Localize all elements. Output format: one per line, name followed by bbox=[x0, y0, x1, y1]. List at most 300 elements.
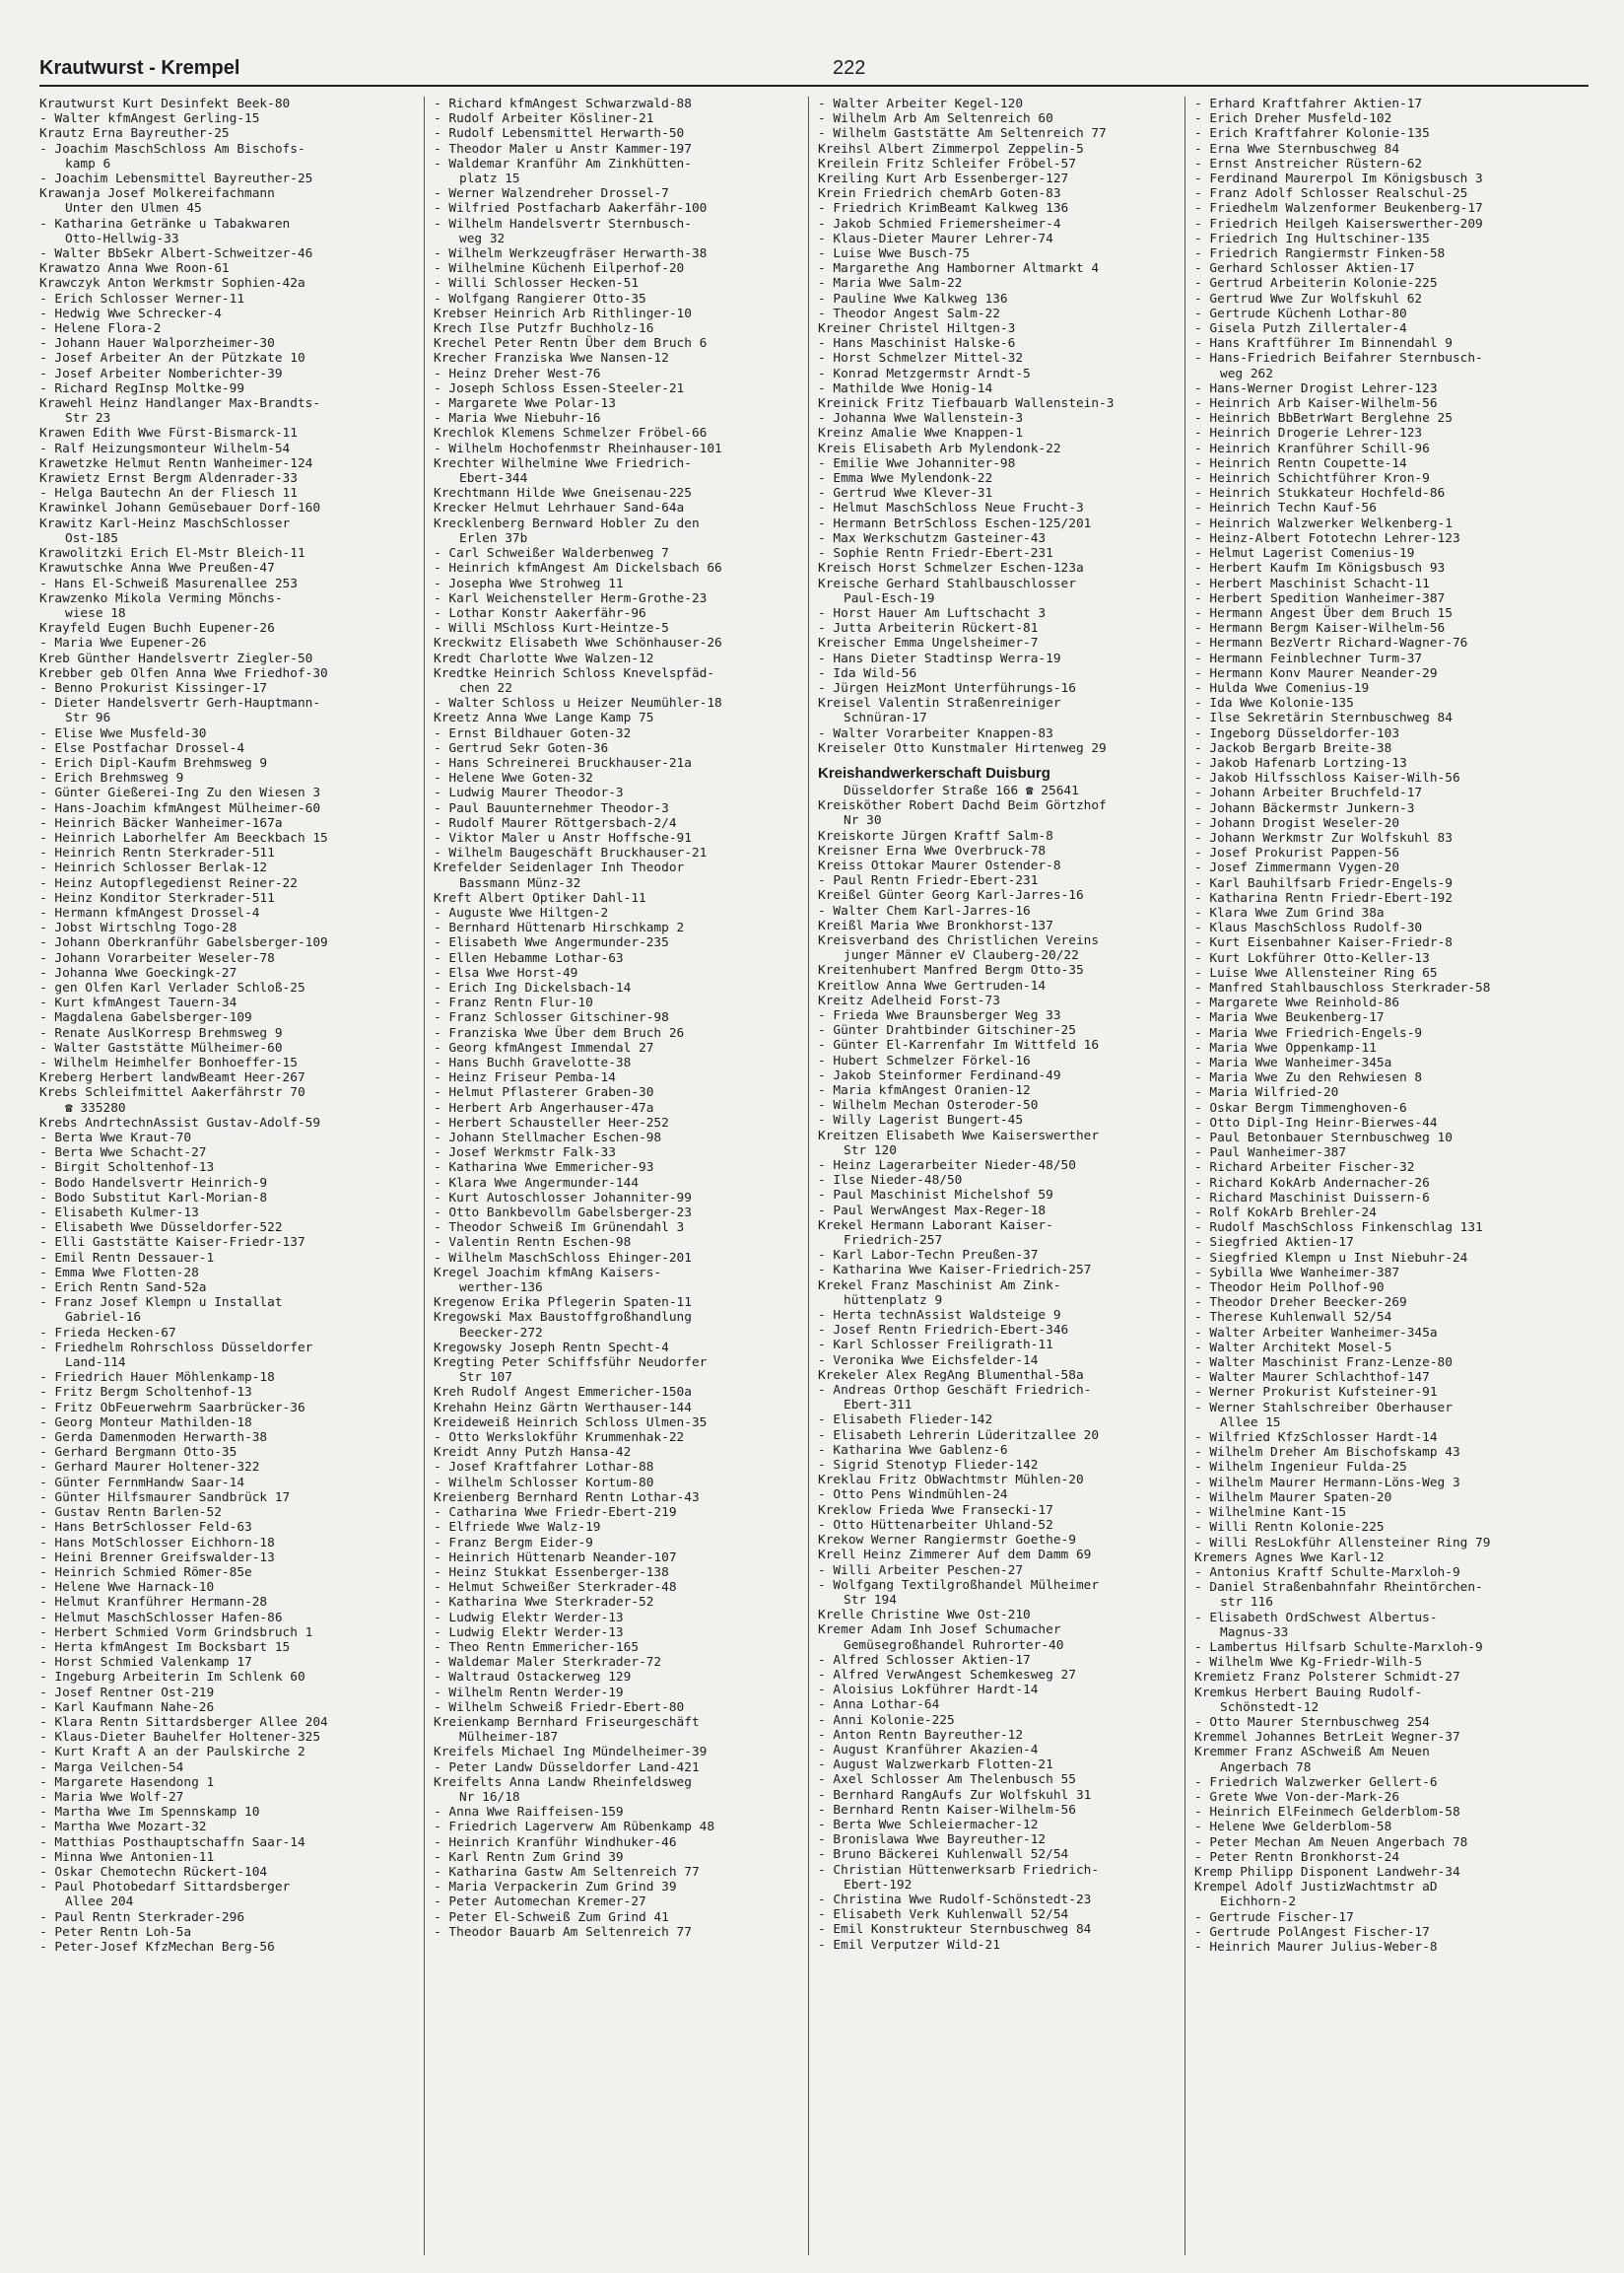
directory-entry: - Ida Wwe Kolonie-135 bbox=[1194, 696, 1354, 712]
entry-continuation: Magnus-33 bbox=[1220, 1624, 1289, 1640]
directory-entry: - Alfred Schlosser Aktien-17 bbox=[818, 1652, 1031, 1668]
directory-entry: - Ilse Nieder-48/50 bbox=[818, 1173, 963, 1189]
entry-continuation: Ebert-192 bbox=[844, 1877, 913, 1893]
directory-entry: - Bodo Handelsvertr Heinrich-9 bbox=[39, 1175, 268, 1191]
directory-entry: - Heinrich Laborhelfer Am Beeckbach 15 bbox=[39, 830, 328, 846]
directory-entry: - Wilhelm Wwe Kg-Friedr-Wilh-5 bbox=[1194, 1655, 1423, 1671]
entry-continuation: Erlen 37b bbox=[459, 530, 528, 546]
directory-entry: - Johann Werkmstr Zur Wolfskuhl 83 bbox=[1194, 830, 1453, 846]
directory-entry: Krecklenberg Bernward Hobler Zu den bbox=[434, 516, 700, 531]
directory-entry: - Elisabeth Wwe Düsseldorfer-522 bbox=[39, 1220, 283, 1236]
directory-entry: - Herta kfmAngest Im Bocksbart 15 bbox=[39, 1639, 291, 1655]
directory-entry: - Maria Wwe Oppenkamp-11 bbox=[1194, 1040, 1377, 1056]
directory-entry: - Jakob Hilfsschloss Kaiser-Wilh-56 bbox=[1194, 771, 1460, 787]
directory-entry: Krekel Franz Maschinist Am Zink- bbox=[818, 1277, 1061, 1293]
directory-entry: - Heinrich Maurer Julius-Weber-8 bbox=[1194, 1939, 1438, 1955]
directory-entry: - Maria Wilfried-20 bbox=[1194, 1085, 1339, 1101]
directory-entry: Krebs AndrtechnAssist Gustav-Adolf-59 bbox=[39, 1115, 321, 1131]
directory-entry: - Birgit Scholtenhof-13 bbox=[39, 1160, 215, 1176]
directory-entry: - Paul Betonbauer Sternbuschweg 10 bbox=[1194, 1131, 1453, 1146]
directory-entry: - Veronika Wwe Eichsfelder-14 bbox=[818, 1352, 1039, 1368]
directory-column-2 bbox=[434, 97, 798, 2255]
directory-entry: - Klaus-Dieter Maurer Lehrer-74 bbox=[818, 231, 1053, 246]
directory-entry: Kredtke Heinrich Schloss Knevelspfäd- bbox=[434, 665, 715, 681]
directory-entry: - Heinz Lagerarbeiter Nieder-48/50 bbox=[818, 1158, 1076, 1174]
directory-entry: - Rudolf MaschSchloss Finkenschlag 131 bbox=[1194, 1220, 1483, 1236]
column-divider bbox=[424, 97, 425, 2255]
directory-entry: - Ferdinand Maurerpol Im Königsbusch 3 bbox=[1194, 172, 1483, 187]
directory-entry: - Friedrich Rangiermstr Finken-58 bbox=[1194, 246, 1446, 262]
directory-entry: - Richard RegInsp Moltke-99 bbox=[39, 380, 245, 396]
directory-entry: - Wilhelm Hochofenmstr Rheinhauser-101 bbox=[434, 441, 722, 456]
directory-entry: - Heinrich ElFeinmech Gelderblom-58 bbox=[1194, 1805, 1460, 1821]
directory-entry: - Friedrich Walzwerker Gellert-6 bbox=[1194, 1774, 1438, 1790]
directory-entry: - Helene Wwe Goten-32 bbox=[434, 771, 593, 787]
directory-entry: - Paul Rentn Sterkrader-296 bbox=[39, 1909, 245, 1925]
directory-entry: - Martha Wwe Mozart-32 bbox=[39, 1820, 207, 1835]
directory-entry: Krautwurst Kurt Desinfekt Beek-80 bbox=[39, 97, 291, 111]
directory-entry: - Peter-Josef KfzMechan Berg-56 bbox=[39, 1939, 275, 1955]
directory-entry: Kregenow Erika Pflegerin Spaten-11 bbox=[434, 1295, 692, 1311]
directory-entry: - Waltraud Ostackerweg 129 bbox=[434, 1670, 632, 1686]
directory-entry: Krechtmann Hilde Wwe Gneisenau-225 bbox=[434, 486, 692, 502]
directory-entry: Kremmer Franz ASchweiß Am Neuen bbox=[1194, 1745, 1430, 1760]
directory-entry: - Anton Rentn Bayreuther-12 bbox=[818, 1727, 1024, 1743]
directory-entry: - Klara Rentn Sittardsberger Allee 204 bbox=[39, 1714, 328, 1730]
directory-entry: - Hans MotSchlosser Eichhorn-18 bbox=[39, 1535, 275, 1550]
directory-entry: - Luise Wwe Busch-75 bbox=[818, 246, 971, 262]
directory-entry: - Gerhard Bergmann Otto-35 bbox=[39, 1445, 237, 1461]
directory-entry: - Grete Wwe Von-der-Mark-26 bbox=[1194, 1789, 1400, 1805]
directory-entry: Kreetz Anna Wwe Lange Kamp 75 bbox=[434, 711, 654, 726]
directory-entry: Krebs Schleifmittel Aakerfährstr 70 bbox=[39, 1085, 305, 1101]
directory-entry: - Ilse Sekretärin Sternbuschweg 84 bbox=[1194, 711, 1453, 726]
directory-entry: - Herbert Schmied Vorm Grindsbruch 1 bbox=[39, 1624, 313, 1640]
directory-entry: - Richard kfmAngest Schwarzwald-88 bbox=[434, 97, 692, 111]
directory-entry: - gen Olfen Karl Verlader Schloß-25 bbox=[39, 980, 305, 996]
directory-entry: - Willy Lagerist Bungert-45 bbox=[818, 1113, 1024, 1129]
directory-entry: - Helene Wwe Gelderblom-58 bbox=[1194, 1820, 1392, 1835]
directory-entry: - Luise Wwe Allensteiner Ring 65 bbox=[1194, 965, 1438, 981]
directory-entry: - Herbert Maschinist Schacht-11 bbox=[1194, 576, 1430, 591]
directory-entry: - Franz Adolf Schlosser Realschul-25 bbox=[1194, 186, 1468, 202]
directory-entry: - Theodor Dreher Beecker-269 bbox=[1194, 1295, 1407, 1311]
directory-entry: - Erna Wwe Sternbuschweg 84 bbox=[1194, 141, 1400, 157]
directory-entry: - Heinrich Stukkateur Hochfeld-86 bbox=[1194, 486, 1446, 502]
directory-entry: Krawinkel Johann Gemüsebauer Dorf-160 bbox=[39, 501, 321, 517]
directory-entry: - Heinrich Schlosser Berlak-12 bbox=[39, 861, 268, 876]
directory-entry: - Oskar Bergm Timmenghoven-6 bbox=[1194, 1100, 1407, 1116]
entry-continuation: Str 194 bbox=[844, 1592, 897, 1608]
directory-entry: - Bernhard Hüttenarb Hirschkamp 2 bbox=[434, 921, 685, 936]
entry-continuation: Str 96 bbox=[65, 711, 111, 726]
directory-entry: - Maria kfmAngest Oranien-12 bbox=[818, 1083, 1031, 1098]
entry-continuation: wiese 18 bbox=[65, 605, 126, 621]
directory-entry: Krekel Hermann Laborant Kaiser- bbox=[818, 1217, 1053, 1233]
directory-entry: Krekeler Alex RegAng Blumenthal-58a bbox=[818, 1367, 1084, 1383]
directory-entry: - Anni Kolonie-225 bbox=[818, 1712, 955, 1728]
directory-column-1 bbox=[39, 97, 404, 2255]
directory-entry: - Wilhelm Dreher Am Bischofskamp 43 bbox=[1194, 1445, 1460, 1461]
directory-entry: - Antonius Kraftf Schulte-Marxloh-9 bbox=[1194, 1564, 1460, 1580]
directory-entry: Kremp Philipp Disponent Landwehr-34 bbox=[1194, 1864, 1460, 1880]
directory-entry: - Klara Wwe Zum Grind 38a bbox=[1194, 905, 1385, 921]
entry-continuation: Str 107 bbox=[459, 1370, 512, 1386]
directory-entry: - Emma Wwe Flotten-28 bbox=[39, 1265, 199, 1280]
directory-entry: - Wilfried Postfacharb Aakerfähr-100 bbox=[434, 201, 708, 217]
directory-entry: Kreberg Herbert landwBeamt Heer-267 bbox=[39, 1070, 305, 1086]
directory-entry: - Gerhard Schlosser Aktien-17 bbox=[1194, 261, 1415, 277]
directory-entry: - Werner Stahlschreiber Oberhauser bbox=[1194, 1400, 1453, 1415]
directory-entry: Kreiner Christel Hiltgen-3 bbox=[818, 321, 1016, 337]
directory-entry: - Hermann Feinblechner Turm-37 bbox=[1194, 651, 1423, 666]
directory-entry: - Christian Hüttenwerksarb Friedrich- bbox=[818, 1862, 1100, 1878]
directory-entry: - Matthias Posthauptschaffn Saar-14 bbox=[39, 1834, 305, 1850]
directory-entry: - Franz Bergm Eider-9 bbox=[434, 1535, 593, 1550]
directory-entry: - Maria Wwe Friedrich-Engels-9 bbox=[1194, 1025, 1423, 1041]
directory-entry: Kreh Rudolf Angest Emmericher-150a bbox=[434, 1385, 692, 1401]
directory-entry: - Else Postfachar Drossel-4 bbox=[39, 740, 245, 756]
directory-entry: - Wilhelm Rentn Werder-19 bbox=[434, 1685, 624, 1700]
directory-entry: - Gertrud Wwe Klever-31 bbox=[818, 486, 993, 502]
directory-entry: - Maria Wwe Salm-22 bbox=[818, 276, 963, 292]
directory-entry: - Franz Schlosser Gitschiner-98 bbox=[434, 1010, 669, 1026]
directory-entry: Kredt Charlotte Wwe Walzen-12 bbox=[434, 651, 654, 666]
directory-entry: - Elisabeth Verk Kuhlenwall 52/54 bbox=[818, 1907, 1069, 1923]
directory-entry: - Emil Verputzer Wild-21 bbox=[818, 1937, 1000, 1953]
directory-entry: - Wilhelm Schweiß Friedr-Ebert-80 bbox=[434, 1699, 685, 1715]
directory-entry: - Klaus MaschSchloss Rudolf-30 bbox=[1194, 921, 1423, 936]
directory-entry: - Ellen Hebamme Lothar-63 bbox=[434, 950, 624, 966]
directory-entry: - Helmut Schweißer Sterkrader-48 bbox=[434, 1580, 677, 1596]
directory-entry: - Bronislawa Wwe Bayreuther-12 bbox=[818, 1832, 1047, 1848]
entry-continuation: Str 23 bbox=[65, 411, 111, 427]
directory-entry: - Gertrude Küchenh Lothar-80 bbox=[1194, 306, 1407, 321]
directory-entry: - Pauline Wwe Kalkweg 136 bbox=[818, 291, 1008, 307]
directory-entry: - Margarete Wwe Polar-13 bbox=[434, 396, 616, 412]
entry-continuation: weg 262 bbox=[1220, 366, 1273, 381]
directory-entry: - Otto Pens Windmühlen-24 bbox=[818, 1487, 1008, 1503]
directory-entry: - Emma Wwe Mylendonk-22 bbox=[818, 471, 993, 487]
directory-entry: Kreienberg Bernhard Rentn Lothar-43 bbox=[434, 1489, 700, 1505]
directory-entry: Krawanja Josef Molkereifachmann bbox=[39, 186, 275, 202]
directory-entry: - Helmut MaschSchloss Neue Frucht-3 bbox=[818, 501, 1084, 517]
directory-entry: - Günter Hilfsmaurer Sandbrück 17 bbox=[39, 1489, 291, 1505]
directory-entry: - Johann Drogist Weseler-20 bbox=[1194, 815, 1400, 831]
entry-continuation: Ost-185 bbox=[65, 530, 118, 546]
directory-entry: - Rudolf Arbeiter Kösliner-21 bbox=[434, 111, 654, 127]
directory-entry: - Josepha Wwe Strohweg 11 bbox=[434, 576, 624, 591]
directory-entry: - Berta Wwe Kraut-70 bbox=[39, 1131, 192, 1146]
directory-entry: - Ludwig Elektr Werder-13 bbox=[434, 1624, 624, 1640]
directory-entry: Krawehl Heinz Handlanger Max-Brandts- bbox=[39, 396, 321, 412]
directory-entry: - Erich Dreher Musfeld-102 bbox=[1194, 111, 1392, 127]
directory-entry: - Heinz Stukkat Essenberger-138 bbox=[434, 1564, 669, 1580]
entry-continuation: Allee 15 bbox=[1220, 1414, 1281, 1430]
directory-entry: - Helmut Lagerist Comenius-19 bbox=[1194, 546, 1415, 562]
directory-entry: - Karl Schlosser Freiligrath-11 bbox=[818, 1338, 1053, 1353]
directory-entry: - Siegfried Aktien-17 bbox=[1194, 1235, 1354, 1251]
entry-heading: Kreishandwerkerschaft Duisburg bbox=[818, 764, 1050, 782]
directory-entry: - Hans-Werner Drogist Lehrer-123 bbox=[1194, 380, 1438, 396]
directory-entry: Krawatzo Anna Wwe Roon-61 bbox=[39, 261, 230, 277]
directory-entry: - Walter Schloss u Heizer Neumühler-18 bbox=[434, 696, 722, 712]
directory-entry: - Walter Maschinist Franz-Lenze-80 bbox=[1194, 1355, 1453, 1371]
directory-entry: Kremkus Herbert Bauing Rudolf- bbox=[1194, 1685, 1423, 1700]
directory-entry: - Maria Wwe Zu den Rehwiesen 8 bbox=[1194, 1070, 1423, 1086]
directory-entry: - Friedrich Ing Hultschiner-135 bbox=[1194, 231, 1430, 246]
directory-entry: - Hubert Schmelzer Förkel-16 bbox=[818, 1053, 1031, 1068]
directory-entry: Krelle Christine Wwe Ost-210 bbox=[818, 1608, 1031, 1623]
directory-entry: - Erich Schlosser Werner-11 bbox=[39, 291, 245, 307]
directory-entry: - Friedhelm Rohrschloss Düsseldorfer bbox=[39, 1340, 313, 1355]
directory-entry: - Heinrich BbBetrWart Berglehne 25 bbox=[1194, 411, 1453, 427]
directory-entry: - Margarete Wwe Reinhold-86 bbox=[1194, 996, 1400, 1011]
directory-entry: Krech Ilse Putzfr Buchholz-16 bbox=[434, 321, 654, 337]
directory-entry: - Martha Wwe Im Spennskamp 10 bbox=[39, 1805, 260, 1821]
directory-entry: - Helmut Pflasterer Graben-30 bbox=[434, 1085, 654, 1101]
directory-entry: - Friedrich Hauer Möhlenkamp-18 bbox=[39, 1370, 275, 1386]
directory-entry: - Maria Wwe Beukenberg-17 bbox=[1194, 1010, 1385, 1026]
directory-entry: Kreinz Amalie Wwe Knappen-1 bbox=[818, 426, 1024, 442]
directory-entry: - Herbert Schausteller Heer-252 bbox=[434, 1115, 669, 1131]
directory-entry: Krechter Wilhelmine Wwe Friedrich- bbox=[434, 455, 692, 471]
directory-entry: Kreklow Frieda Wwe Fransecki-17 bbox=[818, 1502, 1053, 1518]
directory-entry: - Karl Kaufmann Nahe-26 bbox=[39, 1699, 215, 1715]
entry-continuation: platz 15 bbox=[459, 172, 520, 187]
entry-continuation: hüttenplatz 9 bbox=[844, 1292, 943, 1308]
directory-entry: - Willi MSchloss Kurt-Heintze-5 bbox=[434, 621, 669, 637]
directory-entry: - Richard KokArb Andernacher-26 bbox=[1194, 1175, 1430, 1191]
directory-column-4 bbox=[1194, 97, 1559, 2255]
directory-entry: - Walter kfmAngest Gerling-15 bbox=[39, 111, 260, 127]
directory-entry: - Peter El-Schweiß Zum Grind 41 bbox=[434, 1909, 669, 1925]
page-header bbox=[39, 57, 1589, 87]
directory-entry: Krekow Werner Rangiermstr Goethe-9 bbox=[818, 1533, 1076, 1549]
directory-entry: - Karl Weichensteller Herm-Grothe-23 bbox=[434, 590, 708, 606]
directory-entry: - Hermann Bergm Kaiser-Wilhelm-56 bbox=[1194, 621, 1446, 637]
entry-continuation: Land-114 bbox=[65, 1355, 126, 1371]
entry-continuation: Angerbach 78 bbox=[1220, 1759, 1312, 1775]
directory-entry: Kreft Albert Optiker Dahl-11 bbox=[434, 890, 646, 906]
directory-entry: Krawen Edith Wwe Fürst-Bismarck-11 bbox=[39, 426, 298, 442]
directory-entry: - Emilie Wwe Johanniter-98 bbox=[818, 455, 1016, 471]
directory-entry: - Josef Rentn Friedrich-Ebert-346 bbox=[818, 1323, 1069, 1339]
directory-entry: Krefelder Seidenlager Inh Theodor bbox=[434, 861, 685, 876]
directory-entry: - Erich Dipl-Kaufm Brehmsweg 9 bbox=[39, 755, 268, 771]
directory-entry: - Bodo Substitut Karl-Morian-8 bbox=[39, 1190, 268, 1205]
directory-entry: - Hermann kfmAngest Drossel-4 bbox=[39, 905, 260, 921]
directory-entry: - Wilhelm MaschSchloss Ehinger-201 bbox=[434, 1250, 692, 1266]
directory-entry: - Axel Schlosser Am Thelenbusch 55 bbox=[818, 1772, 1076, 1788]
directory-entry: - Heinz Friseur Pemba-14 bbox=[434, 1070, 616, 1086]
directory-entry: - Wilhelm Arb Am Seltenreich 60 bbox=[818, 111, 1053, 127]
directory-entry: - Gertrud Arbeiterin Kolonie-225 bbox=[1194, 276, 1438, 292]
directory-entry: Kreisverband des Christlichen Vereins bbox=[818, 932, 1100, 948]
directory-entry: - Emil Rentn Dessauer-1 bbox=[39, 1250, 215, 1266]
directory-entry: - Andreas Orthop Geschäft Friedrich- bbox=[818, 1383, 1092, 1399]
directory-entry: - Marga Veilchen-54 bbox=[39, 1759, 184, 1775]
directory-entry: - Werner Walzendreher Drossel-7 bbox=[434, 186, 669, 202]
directory-entry: - Katharina Wwe Emmericher-93 bbox=[434, 1160, 654, 1176]
directory-entry: - Frieda Wwe Braunsberger Weg 33 bbox=[818, 1007, 1061, 1023]
directory-entry: - Walter Architekt Mosel-5 bbox=[1194, 1340, 1392, 1355]
directory-entry: - August Walzwerkarb Flotten-21 bbox=[818, 1757, 1053, 1773]
directory-entry: Krehahn Heinz Gärtn Werthauser-144 bbox=[434, 1400, 692, 1415]
directory-entry: - Gerda Damenmoden Herwarth-38 bbox=[39, 1430, 268, 1446]
directory-entry: - Heinrich Rentn Coupette-14 bbox=[1194, 455, 1407, 471]
directory-entry: - Rolf KokArb Brehler-24 bbox=[1194, 1205, 1377, 1221]
directory-entry: Krawutschke Anna Wwe Preußen-47 bbox=[39, 561, 275, 577]
directory-entry: Kreitlow Anna Wwe Gertruden-14 bbox=[818, 978, 1047, 994]
directory-entry: - Josef Zimmermann Vygen-20 bbox=[1194, 861, 1400, 876]
directory-entry: - Joachim Lebensmittel Bayreuther-25 bbox=[39, 172, 313, 187]
directory-entry: - Wilhelmine Kant-15 bbox=[1194, 1505, 1347, 1521]
directory-entry: - Katharina Wwe Sterkrader-52 bbox=[434, 1595, 654, 1611]
directory-entry: - Carl Schweißer Walderbenweg 7 bbox=[434, 546, 669, 562]
directory-entry: - Josef Arbeiter An der Pützkate 10 bbox=[39, 351, 305, 367]
directory-entry: - Katharina Wwe Kaiser-Friedrich-257 bbox=[818, 1263, 1092, 1278]
directory-entry: - Maria Verpackerin Zum Grind 39 bbox=[434, 1880, 677, 1895]
directory-entry: - Margarethe Ang Hamborner Altmarkt 4 bbox=[818, 261, 1100, 277]
entry-continuation: werther-136 bbox=[459, 1280, 543, 1296]
directory-entry: - Paul Bauunternehmer Theodor-3 bbox=[434, 800, 669, 816]
directory-entry: - Wilhelm Schlosser Kortum-80 bbox=[434, 1475, 654, 1490]
directory-entry: - Georg kfmAngest Immendal 27 bbox=[434, 1040, 654, 1056]
directory-entry: - Walter Arbeiter Kegel-120 bbox=[818, 97, 1024, 111]
directory-entry: - Franz Rentn Flur-10 bbox=[434, 996, 593, 1011]
directory-entry: - Helga Bautechn An der Fliesch 11 bbox=[39, 486, 298, 502]
directory-entry: - Walter Chem Karl-Jarres-16 bbox=[818, 903, 1031, 919]
directory-entry: - Peter Automechan Kremer-27 bbox=[434, 1894, 646, 1910]
directory-entry: Kregting Peter Schiffsführ Neudorfer bbox=[434, 1355, 708, 1371]
directory-entry: Kremers Agnes Wwe Karl-12 bbox=[1194, 1550, 1385, 1565]
directory-column-3 bbox=[818, 97, 1183, 2255]
entry-continuation: chen 22 bbox=[459, 680, 512, 696]
directory-entry: - Alfred VerwAngest Schemkesweg 27 bbox=[818, 1667, 1076, 1683]
directory-entry: - Berta Wwe Schacht-27 bbox=[39, 1145, 207, 1161]
directory-entry: - Johann Arbeiter Bruchfeld-17 bbox=[1194, 786, 1423, 801]
directory-entry: - Ernst Anstreicher Rüstern-62 bbox=[1194, 156, 1423, 172]
directory-entry: - Johann Bäckermstr Junkern-3 bbox=[1194, 800, 1415, 816]
entry-continuation: Mülheimer-187 bbox=[459, 1730, 559, 1746]
directory-entry: - Horst Schmelzer Mittel-32 bbox=[818, 351, 1024, 367]
directory-entry: - Paul Photobedarf Sittardsberger bbox=[39, 1880, 291, 1895]
directory-entry: - Paul Wanheimer-387 bbox=[1194, 1145, 1347, 1161]
directory-entry: - Josef Rentner Ost-219 bbox=[39, 1685, 215, 1700]
directory-entry: - Wolfgang Rangierer Otto-35 bbox=[434, 291, 646, 307]
directory-entry: - Willi Schlosser Hecken-51 bbox=[434, 276, 640, 292]
directory-entry: - Jakob Steinformer Ferdinand-49 bbox=[818, 1068, 1061, 1083]
directory-entry: - Günter El-Karrenfahr Im Wittfeld 16 bbox=[818, 1038, 1100, 1054]
directory-entry: Kreitzen Elisabeth Wwe Kaiserswerther bbox=[818, 1128, 1100, 1143]
directory-entry: - Heinrich Walzwerker Welkenberg-1 bbox=[1194, 516, 1453, 531]
directory-entry: - Karl Rentn Zum Grind 39 bbox=[434, 1849, 624, 1865]
directory-entry: - Anna Lothar-64 bbox=[818, 1697, 940, 1713]
directory-entry: - Willi ResLokführ Allensteiner Ring 79 bbox=[1194, 1535, 1491, 1550]
directory-entry: - Helmut Kranführer Hermann-28 bbox=[39, 1595, 268, 1611]
column-divider bbox=[808, 97, 809, 2255]
directory-entry: - Wilhelm Maurer Hermann-Löns-Weg 3 bbox=[1194, 1475, 1460, 1490]
page-number: 222 bbox=[833, 57, 866, 79]
directory-entry: - Herbert Spedition Wanheimer-387 bbox=[1194, 590, 1446, 606]
directory-entry: - Maria Wwe Eupener-26 bbox=[39, 636, 207, 652]
directory-entry: Krebser Heinrich Arb Rithlinger-10 bbox=[434, 306, 692, 321]
directory-entry: - Günter Drahtbinder Gitschiner-25 bbox=[818, 1023, 1076, 1039]
directory-entry: - Gustav Rentn Barlen-52 bbox=[39, 1505, 222, 1521]
directory-entry: - Wilhelm Mechan Osteroder-50 bbox=[818, 1098, 1039, 1114]
directory-entry: Kreiseler Otto Kunstmaler Hirtenweg 29 bbox=[818, 740, 1107, 756]
directory-entry: - August Kranführer Akazien-4 bbox=[818, 1742, 1039, 1757]
entry-continuation: Bassmann Münz-32 bbox=[459, 875, 581, 891]
entry-continuation: Allee 204 bbox=[65, 1894, 134, 1910]
directory-entry: - Kurt Lokführer Otto-Keller-13 bbox=[1194, 950, 1430, 966]
directory-entry: - Maria Wwe Wolf-27 bbox=[39, 1789, 184, 1805]
directory-entry: - Benno Prokurist Kissinger-17 bbox=[39, 680, 268, 696]
directory-entry: - Theodor Maler u Anstr Kammer-197 bbox=[434, 141, 692, 157]
directory-entry: Krawolitzki Erich El-Mstr Bleich-11 bbox=[39, 546, 305, 562]
entry-continuation: weg 32 bbox=[459, 231, 506, 246]
directory-entry: - Herbert Arb Angerhauser-47a bbox=[434, 1100, 654, 1116]
directory-entry: - Horst Hauer Am Luftschacht 3 bbox=[818, 605, 1047, 621]
directory-entry: - Therese Kuhlenwall 52/54 bbox=[1194, 1310, 1392, 1326]
directory-entry: Kreiling Kurt Arb Essenberger-127 bbox=[818, 172, 1069, 187]
directory-entry: - Johanna Wwe Goeckingk-27 bbox=[39, 965, 237, 981]
directory-entry: Kreb Günther Handelsvertr Ziegler-50 bbox=[39, 651, 313, 666]
directory-entry: - Walter Maurer Schlachthof-147 bbox=[1194, 1370, 1430, 1386]
directory-entry: - Frieda Hecken-67 bbox=[39, 1325, 176, 1341]
directory-entry: - Gertrude PolAngest Fischer-17 bbox=[1194, 1924, 1430, 1940]
directory-entry: - Otto Dipl-Ing Heinr-Bierwes-44 bbox=[1194, 1115, 1438, 1131]
directory-entry: Krechlok Klemens Schmelzer Fröbel-66 bbox=[434, 426, 708, 442]
directory-entry: - Oskar Chemotechn Rückert-104 bbox=[39, 1864, 268, 1880]
directory-entry: Kreischer Emma Ungelsheimer-7 bbox=[818, 636, 1039, 652]
directory-entry: - Waldemar Maler Sterkrader-72 bbox=[434, 1655, 662, 1671]
directory-entry: - Friedrich KrimBeamt Kalkweg 136 bbox=[818, 201, 1069, 217]
directory-entry: Kregel Joachim kfmAng Kaisers- bbox=[434, 1265, 662, 1280]
directory-entry: - Heinrich Hüttenarb Neander-107 bbox=[434, 1550, 677, 1565]
directory-entry: Kreiss Ottokar Maurer Ostender-8 bbox=[818, 858, 1061, 873]
entry-continuation: Ebert-311 bbox=[844, 1398, 913, 1413]
directory-entry: - Heinz Dreher West-76 bbox=[434, 366, 601, 381]
directory-entry: - Jürgen HeizMont Unterführungs-16 bbox=[818, 680, 1076, 696]
directory-entry: - Heinrich Schichtführer Kron-9 bbox=[1194, 471, 1430, 487]
directory-entry: - Lothar Konstr Aakerfähr-96 bbox=[434, 605, 646, 621]
directory-entry: - Josef Kraftfahrer Lothar-88 bbox=[434, 1460, 654, 1476]
directory-entry: Kreisköther Robert Dachd Beim Görtzhof bbox=[818, 798, 1107, 814]
directory-entry: - Heinrich Kranführer Schill-96 bbox=[1194, 441, 1430, 456]
directory-entry: Kregowsky Joseph Rentn Specht-4 bbox=[434, 1340, 669, 1355]
directory-entry: - Jackob Bergarb Breite-38 bbox=[1194, 740, 1392, 756]
directory-entry: - Elsa Wwe Horst-49 bbox=[434, 965, 578, 981]
directory-entry: - Otto Werkslokführ Krummenhak-22 bbox=[434, 1430, 685, 1446]
directory-entry: - Ingeburg Arbeiterin Im Schlenk 60 bbox=[39, 1670, 305, 1686]
directory-entry: - Wilhelmine Küchenh Eilperhof-20 bbox=[434, 261, 685, 277]
directory-entry: - Hans Kraftführer Im Binnendahl 9 bbox=[1194, 336, 1453, 352]
directory-entry: - Wolfgang Textilgroßhandel Mülheimer bbox=[818, 1577, 1100, 1593]
directory-entry: - Lambertus Hilfsarb Schulte-Marxloh-9 bbox=[1194, 1639, 1483, 1655]
directory-entry: Kremietz Franz Polsterer Schmidt-27 bbox=[1194, 1670, 1460, 1686]
directory-entry: - Hermann BezVertr Richard-Wagner-76 bbox=[1194, 636, 1468, 652]
directory-entry: - Wilfried KfzSchlosser Hardt-14 bbox=[1194, 1430, 1438, 1446]
directory-entry: - Berta Wwe Schleiermacher-12 bbox=[818, 1817, 1039, 1832]
directory-entry: - Peter Rentn Loh-5a bbox=[39, 1924, 192, 1940]
directory-entry: - Georg Monteur Mathilden-18 bbox=[39, 1414, 252, 1430]
directory-entry: - Ludwig Maurer Theodor-3 bbox=[434, 786, 624, 801]
directory-entry: - Walter BbSekr Albert-Schweitzer-46 bbox=[39, 246, 313, 262]
directory-entry: Krebber geb Olfen Anna Wwe Friedhof-30 bbox=[39, 665, 328, 681]
directory-entry: Krawitz Karl-Heinz MaschSchlosser bbox=[39, 516, 291, 531]
